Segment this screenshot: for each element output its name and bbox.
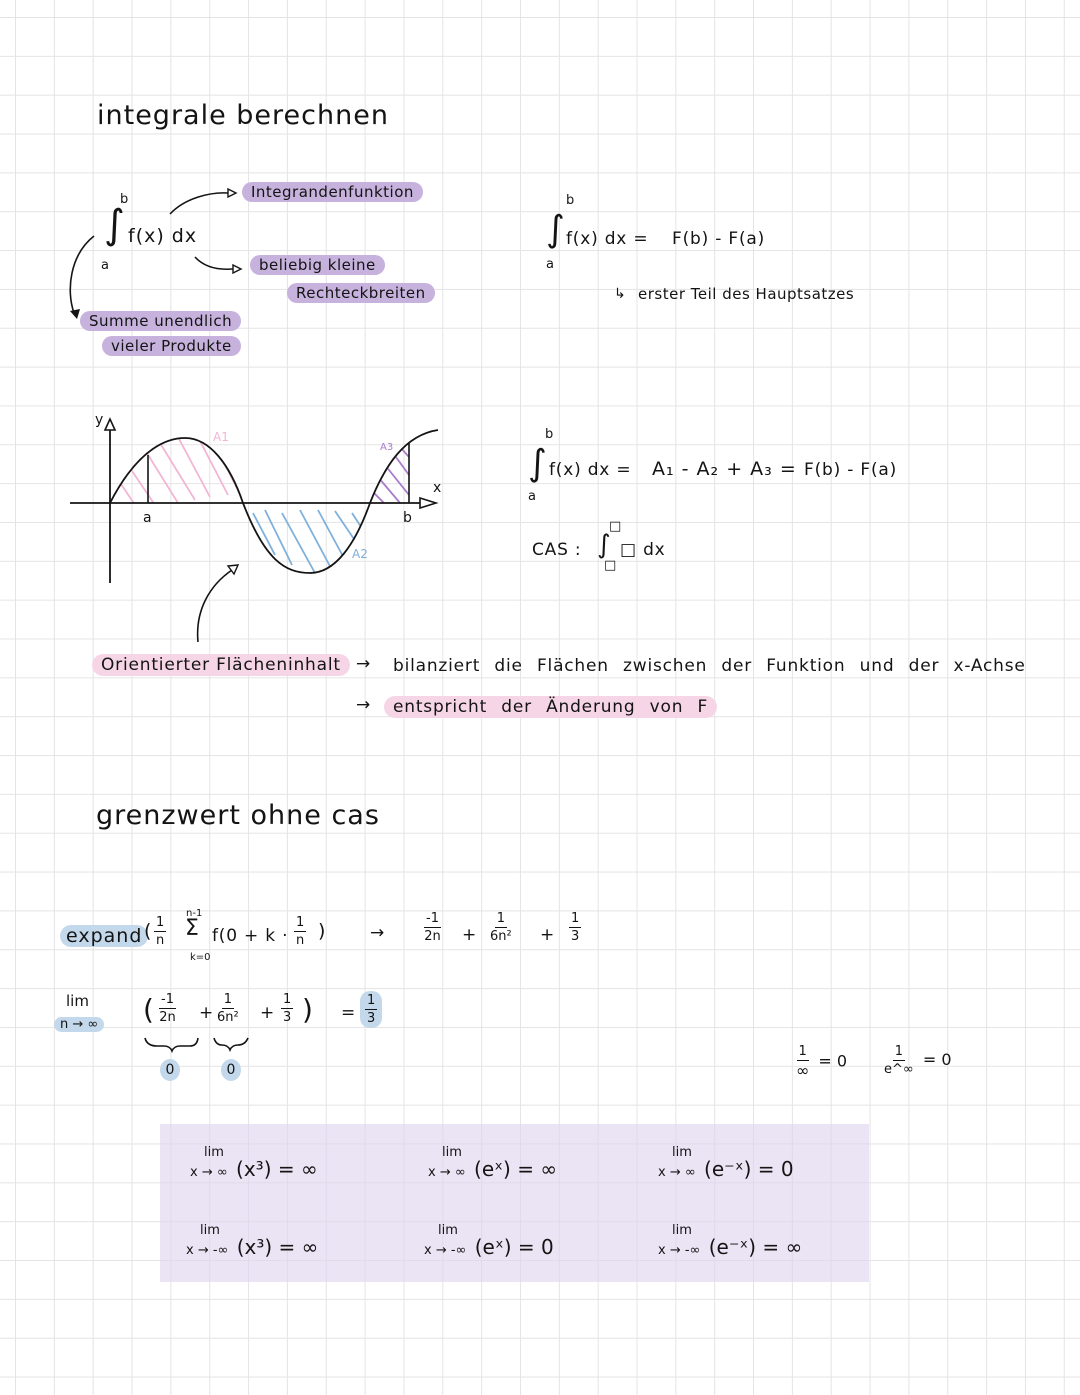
brace-value-2: 0	[221, 1059, 241, 1081]
integral-expression: f(x) dx	[128, 225, 198, 247]
limit-cell-r2c1: lim x → -∞ (x³) = ∞	[186, 1223, 319, 1259]
pointer-arrow	[190, 560, 250, 650]
prefix-fraction: $\frac{1}{n}$	[156, 915, 165, 948]
area-label-a2: A2	[352, 547, 368, 561]
limit-cell-r2c3: lim x → -∞ (e⁻ˣ) = ∞	[658, 1223, 803, 1259]
integral-sign: ∫	[546, 209, 565, 250]
lim-subscript: n → ∞	[54, 1017, 104, 1032]
fundamental-lhs: f(x) dx =	[566, 229, 649, 249]
oriented-area-term: Orientierter Flächeninhalt	[92, 654, 350, 676]
sigma-icon: Σ	[185, 916, 199, 941]
y-axis-label: y	[95, 412, 104, 428]
area-equation-lhs: f(x) dx =	[549, 460, 632, 480]
sine-graph	[60, 405, 460, 635]
arrow-icon: ↳	[614, 286, 626, 302]
arrow-icon: →	[356, 695, 372, 715]
label-infinite-sum-2: vieler Produkte	[102, 336, 241, 356]
integral-upper-bound: b	[545, 427, 554, 442]
expand-close-paren: )	[318, 920, 327, 942]
limit-cell-r1c2: lim x → ∞ (eˣ) = ∞	[428, 1145, 557, 1181]
plus-sign: +	[540, 925, 556, 945]
result-term-3: $\frac{1}{3}$	[571, 911, 580, 944]
arrow-icon: →	[356, 654, 372, 674]
area-label-a1: A1	[213, 430, 229, 444]
label-small-widths-1: beliebig kleine	[250, 255, 385, 275]
expand-keyword: expand	[60, 925, 148, 947]
limit-open-paren: (	[143, 993, 154, 1026]
plus-sign: +	[199, 1003, 215, 1023]
label-infinite-sum-1: Summe unendlich	[80, 311, 241, 331]
integral-upper-bound: b	[120, 192, 129, 207]
limit-term-3: $\frac{1}{3}$	[283, 992, 292, 1025]
integral-sign: ∫	[104, 202, 125, 248]
area-equation-terms: A₁ - A₂ + A₃ =	[652, 458, 797, 480]
cas-upper-box: □	[609, 519, 622, 534]
limit-term-2: $\frac{1}{\text{6n²}}$	[217, 992, 239, 1025]
cas-label: CAS :	[532, 540, 582, 560]
sum-lower-bound: k=0	[190, 952, 211, 963]
fundamental-note: erster Teil des Hauptsatzes	[638, 285, 855, 303]
integral-upper-bound: b	[566, 193, 575, 208]
brace-value-1: 0	[160, 1059, 180, 1081]
integral-sign: ∫	[597, 530, 611, 560]
expand-body: f(0 + k ·	[212, 926, 289, 946]
section-title-limits: grenzwert ohne cas	[96, 800, 380, 831]
cas-expression: □ dx	[620, 540, 666, 560]
area-label-a3: A3	[380, 442, 394, 453]
oriented-area-point-2: entspricht der Änderung von F	[384, 696, 717, 718]
arrow-icon: →	[370, 923, 386, 943]
underbrace-icons	[142, 1035, 262, 1055]
limit-cell-r2c2: lim x → -∞ (eˣ) = 0	[424, 1223, 554, 1259]
limit-term-1: $\frac{-1}{2n}$	[159, 992, 176, 1025]
fundamental-rhs: F(b) - F(a)	[672, 229, 766, 249]
result-term-2: $\frac{1}{\text{6n²}}$	[490, 911, 512, 944]
label-small-widths-2: Rechteckbreiten	[287, 283, 435, 303]
integral-lower-bound: a	[546, 257, 554, 272]
rule-one-over-e-infinity: $\frac{1}{e\^{}\infty}$ = 0	[884, 1044, 952, 1077]
lim-keyword: lim	[66, 992, 89, 1010]
sum-upper-bound: n-1	[186, 908, 203, 919]
integral-lower-bound: a	[528, 489, 536, 504]
limit-result: $\frac{1}{3}$	[360, 991, 382, 1028]
plus-sign: +	[462, 925, 478, 945]
area-equation-rhs: F(b) - F(a)	[804, 460, 898, 480]
limit-cell-r1c3: lim x → ∞ (e⁻ˣ) = 0	[658, 1145, 794, 1181]
result-term-1: $\frac{-1}{2n}$	[424, 911, 441, 944]
b-label: b	[403, 510, 412, 526]
inner-fraction: $\frac{1}{n}$	[296, 915, 305, 948]
integral-sign: ∫	[528, 443, 547, 484]
cas-lower-box: □	[604, 558, 617, 573]
rule-one-over-infinity: $\frac{1}{\infty}$ = 0	[796, 1044, 848, 1080]
section-title-integrals: integrale berechnen	[97, 100, 389, 131]
equals-sign: =	[341, 1003, 357, 1023]
limit-close-paren: )	[302, 993, 313, 1026]
oriented-area-point-1: bilanziert die Flächen zwischen der Funktion und der x-Achse	[393, 656, 1026, 676]
integral-lower-bound: a	[101, 258, 109, 273]
expand-open-paren: (	[144, 920, 153, 942]
plus-sign: +	[260, 1003, 276, 1023]
a-label: a	[143, 510, 152, 526]
label-integrand-function: Integrandenfunktion	[242, 182, 423, 202]
limit-cell-r1c1: lim x → ∞ (x³) = ∞	[190, 1145, 318, 1181]
x-axis-label: x	[433, 480, 442, 496]
